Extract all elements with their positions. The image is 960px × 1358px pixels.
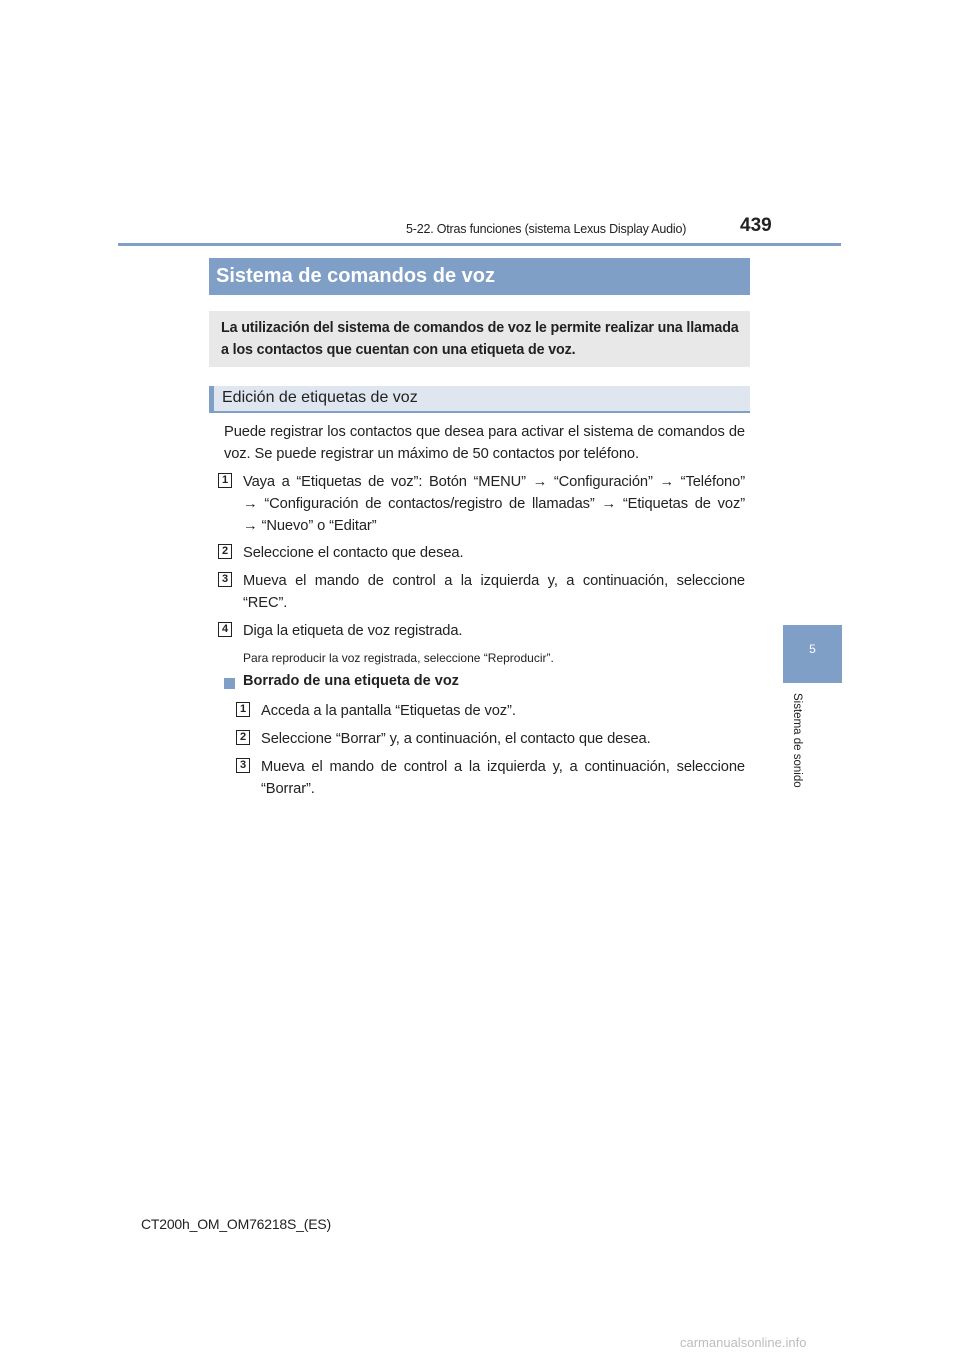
step-1-line-1: Vaya a “Etiquetas de voz”: Botón “MENU” → “Configuración” → “Teléfono” — [243, 474, 745, 490]
document-code: CT200h_OM_OM76218S_(ES) — [141, 1216, 331, 1232]
delete-step-2-line-1: Seleccione “Borrar” y, a continuación, el contacto que desea. — [261, 731, 651, 747]
step-1-line-3: → “Nuevo” o “Editar” — [243, 518, 377, 534]
step-1-line-2: → “Configuración de contactos/registro de llamadas” → “Etiquetas de voz” — [243, 496, 745, 512]
delete-section-heading: Borrado de una etiqueta de voz — [243, 673, 459, 689]
header-rule — [118, 243, 841, 246]
chapter-tab-label: Sistema de sonido — [791, 693, 803, 788]
chapter-tab: 5 — [783, 625, 842, 683]
delete-step-number-2: 2 — [236, 730, 250, 745]
step-3-line-2: “REC”. — [243, 595, 288, 611]
section-title: Sistema de comandos de voz — [209, 258, 750, 295]
delete-step-3-line-2: “Borrar”. — [261, 781, 315, 797]
step-number-1: 1 — [218, 473, 232, 488]
subsection-accent — [209, 386, 214, 413]
delete-step-3-line-1: Mueva el mando de control a la izquierda y, a continuación, seleccione — [261, 759, 745, 775]
square-bullet-icon — [224, 678, 235, 689]
subsection-title: Edición de etiquetas de voz — [222, 389, 418, 406]
subsection-intro-line-1: Puede registrar los contactos que desea para activar el sistema de comandos de — [224, 424, 745, 440]
delete-step-number-3: 3 — [236, 758, 250, 773]
delete-step-number-1: 1 — [236, 702, 250, 717]
step-number-3: 3 — [218, 572, 232, 587]
subsection-intro-line-2: voz. Se puede registrar un máximo de 50 contactos por teléfono. — [224, 446, 639, 462]
delete-step-1-line-1: Acceda a la pantalla “Etiquetas de voz”. — [261, 703, 516, 719]
step-2-line-1: Seleccione el contacto que desea. — [243, 545, 464, 561]
watermark: carmanualsonline.info — [680, 1335, 807, 1350]
section-intro: La utilización del sistema de comandos de voz le permite realizar una llamada a los contactos que cuentan con una etiqueta de voz. — [209, 311, 750, 367]
page-number: 439 — [740, 215, 772, 236]
running-head: 5-22. Otras funciones (sistema Lexus Display Audio) — [406, 222, 687, 236]
step-3-line-1: Mueva el mando de control a la izquierda y, a continuación, seleccione — [243, 573, 745, 589]
step-number-4: 4 — [218, 622, 232, 637]
step-number-2: 2 — [218, 544, 232, 559]
step-note: Para reproducir la voz registrada, seleccione “Reproducir”. — [243, 651, 554, 665]
step-4-line-1: Diga la etiqueta de voz registrada. — [243, 623, 463, 639]
